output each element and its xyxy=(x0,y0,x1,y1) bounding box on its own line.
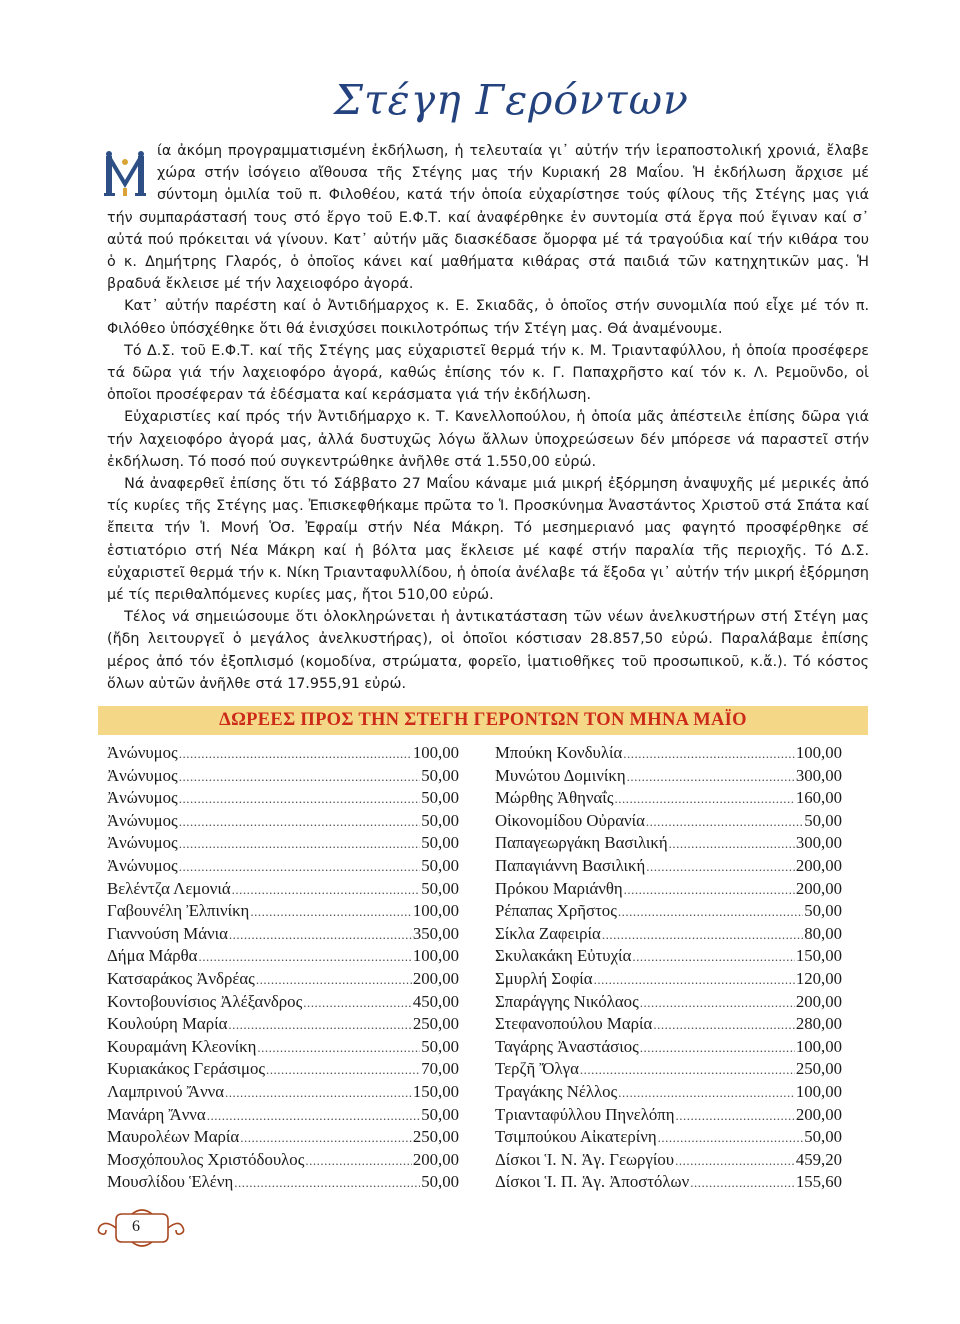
dot-leader xyxy=(614,791,794,807)
donor-name: Τριανταφύλλου Πηνελόπη xyxy=(495,1104,675,1124)
donation-amount: 150,00 xyxy=(412,1081,459,1101)
dot-leader xyxy=(623,746,795,762)
dot-leader xyxy=(240,1130,412,1146)
donor-name: Μουσλίδου Ἑλένη xyxy=(107,1172,234,1192)
donor-name: Δήμα Μάρθα xyxy=(107,946,198,966)
donation-row xyxy=(495,833,842,856)
dot-leader xyxy=(229,927,412,943)
dot-leader xyxy=(179,814,421,830)
donor-name: Κατσαράκος Ἀνδρέας xyxy=(107,968,255,988)
donation-row xyxy=(107,1082,459,1105)
donor-name: Δίσκοι Ἱ. Π. Ἁγ. Ἀποστόλων xyxy=(495,1172,690,1192)
donor-name: Ρέπαπας Χρῆστος xyxy=(495,901,617,921)
donor-name: Σμυρλή Σοφία xyxy=(495,968,593,988)
donation-amount: 50,00 xyxy=(421,810,459,830)
donation-row xyxy=(107,924,459,947)
donation-amount: 100,00 xyxy=(412,946,459,966)
dot-leader xyxy=(179,746,412,762)
donor-name: Βελέντζα Λεμονιά xyxy=(107,878,231,898)
donation-row xyxy=(107,766,459,789)
page-number-ornament-icon xyxy=(92,1206,188,1250)
donor-name: Μαυρολέων Μαρία xyxy=(107,1127,240,1147)
donation-row xyxy=(495,788,842,811)
donation-row xyxy=(107,1059,459,1082)
page-number: 6 xyxy=(132,1218,140,1235)
dot-leader xyxy=(602,927,803,943)
donation-amount: 150,00 xyxy=(795,946,842,966)
donation-amount: 50,00 xyxy=(804,1127,842,1147)
dot-leader xyxy=(228,1017,411,1033)
donor-name: Λαμπρινού Ἄννα xyxy=(107,1081,225,1101)
donation-row xyxy=(107,879,459,902)
donation-amount: 450,00 xyxy=(412,991,459,1011)
donation-amount: 250,00 xyxy=(412,1014,459,1034)
donation-row xyxy=(495,924,842,947)
dot-leader xyxy=(232,882,421,898)
dot-leader xyxy=(676,1108,795,1124)
article-paragraph: ία ἀκόμη προγραμματισμένη ἐκδήλωση, ἡ τελευταία γι᾽ αὐτήν τήν ἱεραποστολική χρονιά, ἔλαβε χώρα στήν ἰσόγειο αἴθουσα τῆς Στέγης μας τήν Κυριακή 28 Μαΐου. Ἡ ἐκδήλωση ἄρχισε μέ σύντομη ὁμιλία τοῦ π. Φιλοθέου, κατά τήν ὁποία εὐχαρίστησε τούς φίλους τῆς Στέγης μας γιά τήν συμπαράστασή τους στό ἔργο τοῦ Ε.Φ.Τ. καί ἀναφέρθηκε ἐν συντομία στά ἔργα πού ἔγιναν καί σ᾽ αὐτά πού πρόκειται νά γίνουν. Κατ᾽ αὐτήν μᾶς διασκέδασε ὄμορφα μέ τά τραγούδια καί τήν κιθάρα του ὁ κ. Δημήτρης Γλαρός, ὁ ὁποῖος κάνει καί μαθήματα κιθάρας στά παιδιά τῶν κατηχητικῶν μας. Ἡ βραδυά ἔκλεισε μέ τήν λαχειοφόρο ἀγορά. xyxy=(107,143,869,293)
dot-leader xyxy=(640,1040,795,1056)
donation-amount: 100,00 xyxy=(795,1081,842,1101)
donor-name: Ἀνώνυμος xyxy=(107,743,178,762)
donation-row xyxy=(495,1037,842,1060)
donor-name: Σπαράγγης Νικόλαος xyxy=(495,991,639,1011)
dot-leader xyxy=(632,949,794,965)
donor-name: Ἀνώνυμος xyxy=(107,765,178,785)
donation-row xyxy=(495,1127,842,1150)
donor-name: Σκυλακάκη Εὐτυχία xyxy=(495,946,632,966)
donation-row xyxy=(495,1014,842,1037)
dot-leader xyxy=(303,995,412,1011)
donor-name: Στεφανοπούλου Μαρία xyxy=(495,1014,653,1034)
donation-amount: 100,00 xyxy=(412,743,459,762)
donations-list-right xyxy=(495,743,842,1195)
donation-amount: 280,00 xyxy=(795,1014,842,1034)
donation-amount: 300,00 xyxy=(795,765,842,785)
dot-leader xyxy=(179,769,421,785)
donation-row xyxy=(107,1172,459,1195)
donation-amount: 350,00 xyxy=(412,923,459,943)
donation-amount: 50,00 xyxy=(804,901,842,921)
donation-row xyxy=(107,811,459,834)
donation-row xyxy=(107,1014,459,1037)
dot-leader xyxy=(179,859,421,875)
donation-amount: 200,00 xyxy=(795,878,842,898)
donation-amount: 100,00 xyxy=(795,743,842,762)
dot-leader xyxy=(624,882,795,898)
donation-amount: 160,00 xyxy=(795,788,842,808)
dot-leader xyxy=(669,836,795,852)
donation-amount: 50,00 xyxy=(804,810,842,830)
donation-amount: 50,00 xyxy=(421,788,459,808)
donation-amount: 50,00 xyxy=(421,765,459,785)
donation-row xyxy=(107,833,459,856)
donation-row xyxy=(495,879,842,902)
donation-amount: 200,00 xyxy=(412,1149,459,1169)
donor-name: Πρόκου Μαριάνθη xyxy=(495,878,623,898)
donation-row xyxy=(495,992,842,1015)
donor-name: Κυριακάκος Γεράσιμος xyxy=(107,1059,266,1079)
donation-amount: 459,20 xyxy=(795,1149,842,1169)
donation-amount: 100,00 xyxy=(412,901,459,921)
donation-amount: 50,00 xyxy=(421,1172,459,1192)
dot-leader xyxy=(256,972,412,988)
donations-heading-banner xyxy=(98,706,868,735)
donation-amount: 70,00 xyxy=(421,1059,459,1079)
donation-amount: 300,00 xyxy=(795,833,842,853)
donation-row xyxy=(495,1172,842,1195)
donor-name: Κουλούρη Μαρία xyxy=(107,1014,228,1034)
donation-amount: 50,00 xyxy=(421,1036,459,1056)
donation-amount: 50,00 xyxy=(421,855,459,875)
dot-leader xyxy=(305,1153,412,1169)
donation-row xyxy=(107,969,459,992)
donation-row xyxy=(495,811,842,834)
article-paragraph: Νά ἀναφερθεῖ ἐπίσης ὅτι τό Σάββατο 27 Μαΐου κάναμε μιά μικρή ἐξόρμηση ἀναψυχῆς μέ μερικές ἀπό τίς κυρίες τῆς Στέγης μας. Ἐπισκεφθήκαμε πρῶτα το Ἱ. Προσκύνημα Ἀναστάντος Χριστοῦ στά Σπάτα καί ἔπειτα τήν Ἱ. Μονή Ὁσ. Ἐφραίμ στήν Νέα Μάκρη. Τό μεσημεριανό μας φαγητό προσφέρθηκε σέ ἑστιατόριο στή Νέα Μάκρη καί ἡ βόλτα μας ἔκλεισε μέ καφέ στήν παραλία τῆς περιοχῆς. Τό Δ.Σ. εὐχαριστεῖ θερμά τήν κ. Νίκη Τριανταφυλλίδου, ἡ ὁποία ἀνέλαβε τά ἔξοδα γι᾽ αὐτήν τήν μικρή ἐξόρμηση μέ τίς περιθαλπόμενες κυρίες μας, ἤτοι 510,00 εὐρώ. xyxy=(107,476,869,604)
dot-leader xyxy=(198,949,411,965)
donation-amount: 250,00 xyxy=(795,1059,842,1079)
donation-row xyxy=(495,901,842,924)
donor-name: Σίκλα Ζαφειρία xyxy=(495,923,601,943)
dot-leader xyxy=(257,1040,420,1056)
dot-leader xyxy=(658,1130,804,1146)
dot-leader xyxy=(653,1017,795,1033)
donation-row xyxy=(107,1150,459,1173)
donation-row xyxy=(107,743,459,766)
donation-row xyxy=(495,1082,842,1105)
article-paragraph: Εὐχαριστίες καί πρός τήν Ἀντιδήμαρχο κ. Τ. Κανελλοπούλου, ἡ ὁποία μᾶς ἀπέστειλε ἐπίσης δῶρα γιά τήν λαχειοφόρο ἀγορά μας, ἀλλά δυστυχῶς λόγω ἄλλων ὑποχρεώσεων δέν μπόρεσε νά παραστεῖ στήν ἐκδήλωση. Τό ποσό πού συγκεντρώθηκε ἀνῆλθε στά 1.550,00 εὐρώ. xyxy=(107,409,869,470)
donation-row xyxy=(495,1150,842,1173)
donor-name: Κοντοβουνίσιος Ἀλέξανδρος xyxy=(107,991,303,1011)
donation-amount: 200,00 xyxy=(795,991,842,1011)
donation-row xyxy=(107,946,459,969)
dot-leader xyxy=(646,859,795,875)
donor-name: Ἀνώνυμος xyxy=(107,788,178,808)
donor-name: Ταγάρης Ἀναστάσιος xyxy=(495,1036,639,1056)
donation-row xyxy=(107,1105,459,1128)
dot-leader xyxy=(675,1153,795,1169)
dot-leader xyxy=(580,1062,795,1078)
donor-name: Παπαγεωργάκη Βασιλική xyxy=(495,833,668,853)
donor-name: Μανάρη Ἄννα xyxy=(107,1104,206,1124)
donor-name: Κουραμάνη Κλεονίκη xyxy=(107,1036,257,1056)
dot-leader xyxy=(690,1175,795,1191)
page-title: Στέγη Γερόντων xyxy=(334,76,689,124)
donations-list-left xyxy=(107,743,459,1195)
donation-row xyxy=(107,992,459,1015)
dot-leader xyxy=(266,1062,420,1078)
article-paragraph: Τό Δ.Σ. τοῦ Ε.Φ.Τ. καί τῆς Στέγης μας εὐχαριστεῖ θερμά τήν κ. Μ. Τριανταφύλλου, ἡ ὁποία προσέφερε τά δῶρα γιά τήν λαχειοφόρο ἀγορά, καθώς ἐπίσης τόν κ. Γ. Παπαχρῆστο καί τόν κ. Λ. Ρεμοῦνδο, οἱ ὁποῖοι προσέφεραν τά ἐδέσματα καί κεράσματα γιά τήν ἐκδήλωση. xyxy=(107,342,869,404)
article-body xyxy=(107,140,869,695)
dot-leader xyxy=(618,904,803,920)
donations-heading: ΔΩΡΕΕΣ ΠΡΟΣ ΤΗΝ ΣΤΕΓΗ ΓΕΡΟΝΤΩΝ ΤΟΝ ΜΗΝΑ ΜΑΪΟ xyxy=(219,710,747,730)
donor-name: Μπούκη Κονδυλία xyxy=(495,743,623,762)
donation-amount: 50,00 xyxy=(421,878,459,898)
donation-row xyxy=(107,1037,459,1060)
donation-row xyxy=(107,856,459,879)
donation-row xyxy=(495,969,842,992)
donor-name: Μοσχόπουλος Χριστόδουλος xyxy=(107,1149,305,1169)
donor-name: Μώρθης Ἀθηναΐς xyxy=(495,788,614,808)
donation-row xyxy=(495,743,842,766)
donation-row xyxy=(107,1127,459,1150)
donor-name: Γαβουνέλη Ἐλπινίκη xyxy=(107,901,250,921)
dot-leader xyxy=(225,1085,412,1101)
donation-amount: 200,00 xyxy=(412,968,459,988)
dot-leader xyxy=(179,836,421,852)
donation-row xyxy=(495,946,842,969)
donor-name: Ἀνώνυμος xyxy=(107,833,178,853)
donor-name: Παπαγιάννη Βασιλική xyxy=(495,855,646,875)
donation-amount: 80,00 xyxy=(804,923,842,943)
donation-amount: 155,60 xyxy=(795,1172,842,1192)
donation-row xyxy=(495,766,842,789)
dot-leader xyxy=(207,1108,421,1124)
donor-name: Ἀνώνυμος xyxy=(107,810,178,830)
donation-row xyxy=(495,1105,842,1128)
article-paragraph: Κατ᾽ αὐτήν παρέστη καί ὁ Ἀντιδήμαρχος κ. Ε. Σκιαδᾶς, ὁ ὁποῖος στήν συνομιλία πού εἶχε μέ τόν π. Φιλόθεο ὑπόσχέθηκε ὅτι θά ἐνισχύσει ποικιλοτρόπως τήν Στέγη μας. Θά ἀναμένουμε. xyxy=(107,298,869,337)
donor-name: Τερζῆ Ὄλγα xyxy=(495,1059,579,1079)
donation-row xyxy=(107,788,459,811)
donation-amount: 200,00 xyxy=(795,1104,842,1124)
donor-name: Τσιμπούκου Αἰκατερίνη xyxy=(495,1127,657,1147)
dot-leader xyxy=(179,791,421,807)
donor-name: Ἀνώνυμος xyxy=(107,855,178,875)
donation-amount: 250,00 xyxy=(412,1127,459,1147)
donor-name: Τραγάκης Νέλλος xyxy=(495,1081,618,1101)
dot-leader xyxy=(640,995,795,1011)
donation-amount: 120,00 xyxy=(795,968,842,988)
dot-leader xyxy=(594,972,795,988)
donor-name: Γιαννούση Μάνια xyxy=(107,923,228,943)
donation-amount: 100,00 xyxy=(795,1036,842,1056)
donor-name: Δίσκοι Ἱ. Ν. Ἁγ. Γεωργίου xyxy=(495,1149,675,1169)
dot-leader xyxy=(250,904,412,920)
donation-row xyxy=(495,856,842,879)
donation-row xyxy=(107,901,459,924)
donor-name: Μυνώτου Δομινίκη xyxy=(495,765,626,785)
dot-leader xyxy=(234,1175,420,1191)
dot-leader xyxy=(618,1085,795,1101)
article-paragraph: Τέλος νά σημειώσουμε ὅτι ὁλοκληρώνεται ἡ ἀντικατάσταση τῶν νέων ἀνελκυστήρων στή Στέγη μας (ἤδη λειτουργεῖ ὁ μεγάλος ἀνελκυστήρας), οἱ ὁποῖοι κόστισαν 28.857,50 εὐρώ. Παραλάβαμε ἐπίσης μέρος ἀπό τόν ἐξοπλισμό (κομοδίνα, στρώματα, φορεῖο, ἱματιοθῆκες τοῦ προσωπικοῦ, κ.ἄ.). Τό κόστος ὅλων αὐτῶν ἀνῆλθε στά 17.955,91 εὐρώ. xyxy=(107,609,869,692)
donation-amount: 200,00 xyxy=(795,855,842,875)
page-number-ornament xyxy=(92,1206,188,1250)
donation-amount: 50,00 xyxy=(421,1104,459,1124)
donation-amount: 50,00 xyxy=(421,833,459,853)
donor-name: Οἰκονομίδου Οὐρανία xyxy=(495,810,645,830)
dot-leader xyxy=(627,769,795,785)
donation-row xyxy=(495,1059,842,1082)
dot-leader xyxy=(646,814,803,830)
